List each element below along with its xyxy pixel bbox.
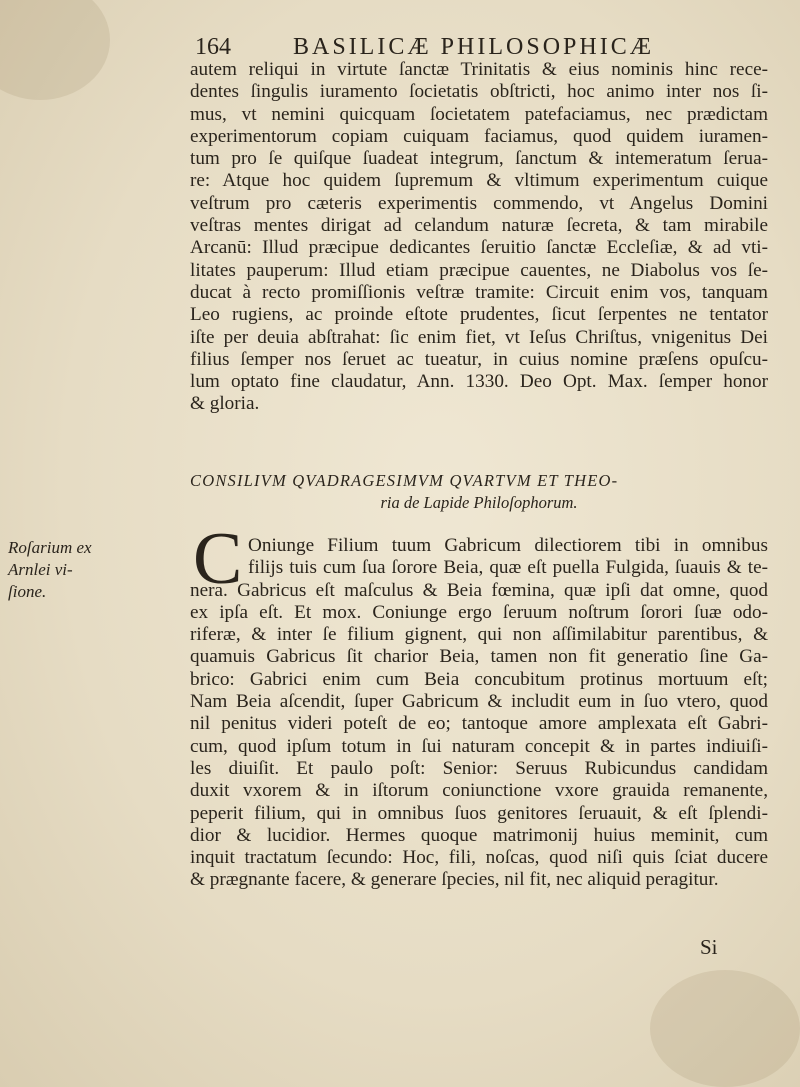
paper-stain (0, 0, 110, 100)
text-line: & prægnante facere, & generare ſpecies, nil fit, nec aliquid peragitur. (190, 869, 719, 891)
text-line: inquit tractatum ſecundo: Hoc, fili, noſcas, quod niſi quis ſciat ducere (190, 847, 768, 869)
margin-note (8, 537, 118, 603)
text-line: veſtras mentes dirigat ad celandum naturæ ſecreta, & tam mirabile (190, 215, 768, 237)
catchword: Si (700, 935, 718, 959)
margin-note-line: Arnlei vi- (8, 560, 73, 579)
text-line: riferæ, & inter ſe filium gignent, qui non aſſimilabitur parentibus, & (190, 624, 768, 646)
text-line: dior & lucidior. Hermes quoque matrimonij huius meminit, cum (190, 824, 768, 846)
text-line: nera. Gabricus eſt maſculus & Beia fœmina, quæ ipſi dat omne, quod (190, 579, 768, 601)
margin-note-line: Roſarium ex (8, 538, 92, 557)
chapter-title (190, 470, 768, 514)
text-line: filius ſemper nos ſeruet ac tueatur, in cuius nomine præſens opuſcu- (190, 348, 768, 370)
text-line: cum, quod ipſum totum in ſui naturam concepit & in partes indiuiſi- (190, 735, 768, 757)
chapter-title-line-2: ria de Lapide Philoſophorum. (380, 493, 578, 512)
text-line: Nam Beia aſcendit, ſuper Gabricum & includit eum in ſuo vtero, quod (190, 691, 768, 713)
text-line: nil penitus videri poteſt de eo; tantoque amore amplexata eſt Gabri- (190, 713, 768, 735)
text-line: tum pro ſe quiſque ſuadeat integrum, ſanctum & intemeratum ſerua- (190, 148, 768, 170)
text-line: duxit vxorem & in iſtorum coniunctione vxore grauida remanente, (190, 780, 768, 802)
text-line: peperit filium, qui in omnibus ſuos genitores ſeruauit, & eſt ſplendi- (190, 802, 768, 824)
text-line: autem reliqui in virtute ſanctæ Trinitatis & eius nominis hinc rece- (190, 59, 768, 80)
running-head: BASILICÆ PHILOSOPHICÆ (293, 34, 655, 60)
text-line: litates pauperum: Illud etiam præcipue cauentes, ne Diabolus vos ſe- (190, 259, 768, 281)
text-line: & gloria. (190, 393, 260, 415)
text-line: re: Atque hoc quidem ſupremum & vltimum experimentum cuique (190, 170, 768, 192)
chapter-title-line-1: CONSILIVM QVADRAGESIMVM QVARTVM ET THEO- (190, 471, 619, 490)
drop-capital: C (193, 518, 243, 600)
paragraph-1 (190, 59, 768, 416)
text-line: ex ipſa eſt. Et mox. Coniunge ergo ſeruum noſtrum ſorori ſuæ odo- (190, 601, 768, 623)
text-line: filijs tuis cum ſua ſorore Beia, quæ eſt puella Fulgida, ſuauis & te- (248, 557, 768, 579)
text-line: Oniunge Filium tuum Gabricum dilectiorem tibi in omnibus (248, 535, 768, 556)
text-line: experimentorum copiam cuiquam faciamus, quod quidem iuramen- (190, 125, 768, 147)
text-line: mus, vt nemini quicquam ſocietatem patefaciamus, nec prædictam (190, 103, 768, 125)
paragraph-2 (190, 535, 768, 892)
text-line: iſte per deuia abſtrahat: ſic enim fiet, vt Ieſus Chriſtus, vnigenitus Dei (190, 326, 768, 348)
text-line: Leo rugiens, ac proinde eſtote prudentes, ſicut ſerpentes ne tentator (190, 304, 768, 326)
text-line: brico: Gabrici enim cum Beia concubitum protinus mortuum eſt; (190, 668, 768, 690)
text-line: les diuiſit. Et paulo poſt: Senior: Seruus Rubicundus candidam (190, 757, 768, 779)
text-line: Arcanū: Illud præcipue dedicantes ſeruitio ſanctæ Eccleſiæ, & ad vti- (190, 237, 768, 259)
text-line: veſtrum pro cæteris experimentis commendo, vt Angelus Domini (190, 192, 768, 214)
page-header (195, 34, 755, 61)
page-number: 164 (195, 34, 231, 60)
text-line: lum optato fine claudatur, Ann. 1330. Deo Opt. Max. ſemper honor (190, 371, 768, 393)
text-line: quamuis Gabricus ſit charior Beia, tamen non fit generatio ſine Ga- (190, 646, 768, 668)
paper-stain (650, 970, 800, 1087)
text-line: ducat à recto promiſſionis veſtræ tramite: Circuit enim vos, tanquam (190, 281, 768, 303)
text-line: dentes ſingulis iuramento ſocietatis obſtricti, hoc animo inter nos ſi- (190, 81, 768, 103)
margin-note-line: ſione. (8, 582, 47, 601)
